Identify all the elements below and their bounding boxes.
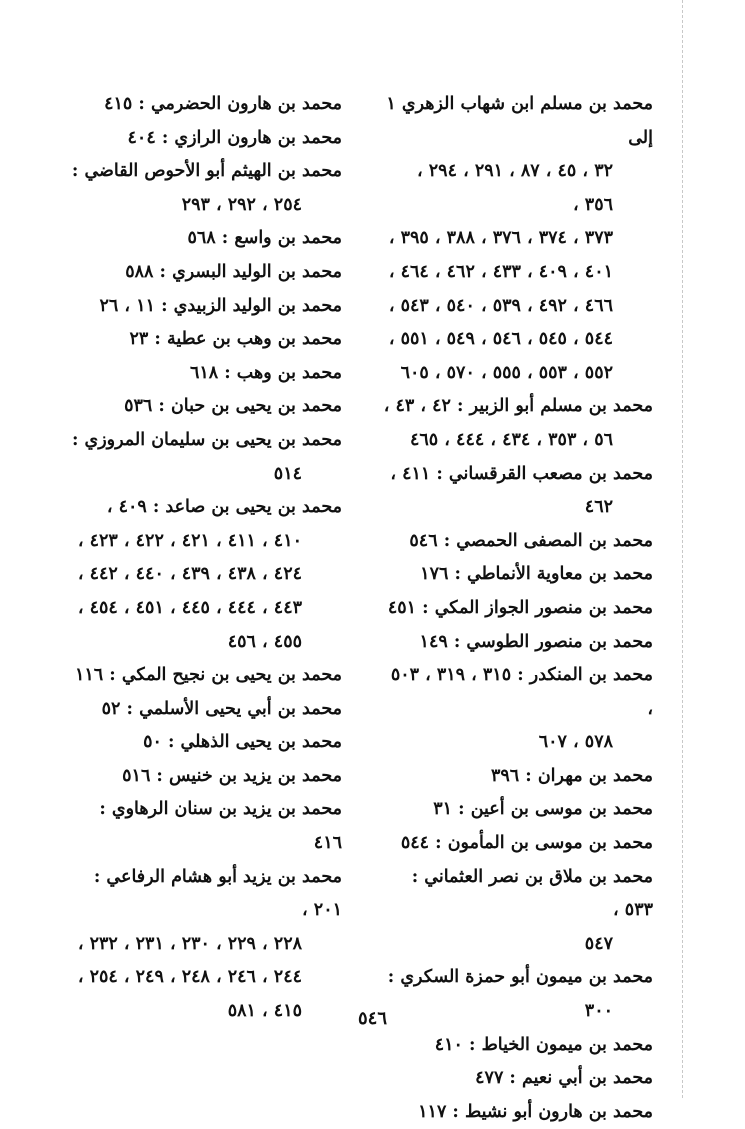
entry-name: محمد بن مسلم ابن شهاب الزهري ١ إلى <box>386 94 653 148</box>
entry-name: محمد بن المنكدر : ٣١٥ ، ٣١٩ ، ٥٠٣ ، <box>390 665 653 719</box>
index-entry <box>383 1029 653 1063</box>
entry-pages: ٢٥٤ ، ٢٩٢ ، ٢٩٣ <box>181 194 302 215</box>
index-entry <box>67 222 342 256</box>
index-entry <box>383 558 653 592</box>
entry-name: محمد بن ميمون أبو حمزة السكري : <box>387 967 653 988</box>
index-entry <box>383 458 653 525</box>
index-entry <box>67 323 342 357</box>
index-entry <box>383 525 653 559</box>
entry-name: محمد بن موسى بن المأمون : ٥٤٤ <box>400 833 653 854</box>
entry-pages: ٥٧٨ ، ٦٠٧ <box>538 732 613 753</box>
entry-name: محمد بن ميمون الخياط : ٤١٠ <box>434 1034 653 1055</box>
index-entry <box>67 122 342 156</box>
entry-name: محمد بن موسى بن أعين : ٣١ <box>433 799 653 820</box>
index-entry <box>383 1096 653 1129</box>
index-entry <box>67 491 342 659</box>
entry-name: محمد بن معاوية الأنماطي : ١٧٦ <box>420 564 653 585</box>
entry-name: محمد بن أبي نعيم : ٤٧٧ <box>475 1068 653 1089</box>
entry-name: محمد بن هارون الرازي : ٤٠٤ <box>127 127 342 148</box>
index-entry <box>67 357 342 391</box>
entry-pages: ٢٢٨ ، ٢٢٩ ، ٢٣٠ ، ٢٣١ ، ٢٣٢ ، <box>77 933 302 954</box>
entry-pages: ٤٦٢ <box>584 497 613 518</box>
entry-pages: ٤١٠ ، ٤١١ ، ٤٢١ ، ٤٢٢ ، ٤٢٣ ، <box>77 530 302 551</box>
index-entry <box>67 693 342 727</box>
index-entry <box>67 726 342 760</box>
entry-name: محمد بن مصعب القرقساني : ٤١١ ، <box>390 463 653 484</box>
entry-name: محمد بن وهب : ٦١٨ <box>189 362 342 383</box>
entry-pages: ٤٠١ ، ٤٠٩ ، ٤٣٣ ، ٤٦٢ ، ٤٦٤ ، <box>388 261 613 282</box>
entry-pages: ٤٤٣ ، ٤٤٤ ، ٤٤٥ ، ٤٥١ ، ٤٥٤ ، <box>77 597 302 618</box>
entry-pages: ٥٤٤ ، ٥٤٥ ، ٥٤٦ ، ٥٤٩ ، ٥٥١ ، <box>388 329 613 350</box>
entry-name: محمد بن الهيثم أبو الأحوص القاضي : <box>71 161 342 182</box>
entry-pages: ٣٠٠ <box>584 1001 613 1022</box>
index-entry <box>67 793 342 860</box>
entry-name: محمد بن منصور الجواز المكي : ٤٥١ <box>387 597 653 618</box>
index-entry <box>67 290 342 324</box>
entry-name: محمد بن هارون أبو نشيط : ١١٧ <box>418 1101 653 1122</box>
index-entry <box>383 827 653 861</box>
entry-name: محمد بن يحيى بن نجيح المكي : ١١٦ <box>74 665 342 686</box>
entry-pages: ٣٢ ، ٤٥ ، ٨٧ ، ٢٩١ ، ٢٩٤ ، ٣٥٦ ، <box>417 161 613 215</box>
index-entry <box>383 592 653 626</box>
index-column-left <box>67 88 342 1029</box>
entry-name: محمد بن يحيى بن حبان : ٥٣٦ <box>124 396 342 417</box>
entry-pages: ٢٤٤ ، ٢٤٦ ، ٢٤٨ ، ٢٤٩ ، ٢٥٤ ، <box>77 967 302 988</box>
index-entry <box>383 1062 653 1096</box>
index-entry <box>67 256 342 290</box>
index-entry <box>383 626 653 660</box>
entry-name: محمد بن هارون الحضرمي : ٤١٥ <box>104 94 342 114</box>
entry-name: محمد بن واسع : ٥٦٨ <box>187 228 342 249</box>
index-entry <box>67 659 342 693</box>
page-number: ٥٤٦ <box>357 1008 387 1029</box>
entry-name: محمد بن يزيد بن خنيس : ٥١٦ <box>122 765 342 786</box>
index-entry <box>383 659 653 760</box>
index-entry <box>67 390 342 424</box>
index-entry <box>383 861 653 962</box>
index-column-right <box>383 88 653 1129</box>
entry-pages: ٤١٥ ، ٥٨١ <box>227 1001 302 1022</box>
entry-pages: ٤٥٥ ، ٤٥٦ <box>227 631 302 652</box>
index-entry <box>383 390 653 457</box>
entry-name: محمد بن يزيد أبو هشام الرفاعي : ٢٠١ ، <box>93 866 342 921</box>
entry-name: محمد بن وهب بن عطية : ٢٣ <box>129 329 342 350</box>
scan-edge-line <box>682 0 684 1098</box>
index-entry <box>67 760 342 794</box>
entry-name: محمد بن ملاق بن نصر العثماني : ٥٣٣ ، <box>411 866 653 921</box>
entry-name: محمد بن أبي يحيى الأسلمي : ٥٢ <box>101 698 342 719</box>
entry-pages: ٥١٤ <box>273 463 302 484</box>
entry-name: محمد بن منصور الطوسي : ١٤٩ <box>419 631 653 652</box>
entry-pages: ٥٤٧ <box>584 933 613 954</box>
entry-pages: ٤٢٤ ، ٤٣٨ ، ٤٣٩ ، ٤٤٠ ، ٤٤٢ ، <box>77 564 302 585</box>
index-entry <box>383 793 653 827</box>
entry-name: محمد بن يزيد بن سنان الرهاوي : ٤١٦ <box>99 799 342 854</box>
index-entry <box>67 861 342 1029</box>
entry-pages: ٤٦٦ ، ٤٩٢ ، ٥٣٩ ، ٥٤٠ ، ٥٤٣ ، <box>388 295 613 316</box>
entry-name: محمد بن الوليد الزبيدي : ١١ ، ٢٦ <box>99 295 342 316</box>
entry-name: محمد بن مهران : ٣٩٦ <box>490 765 653 786</box>
index-entry <box>67 88 342 122</box>
index-entry <box>67 424 342 491</box>
entry-name: محمد بن يحيى الذهلي : ٥٠ <box>143 732 342 753</box>
index-entry <box>67 155 342 222</box>
index-entry <box>383 88 653 390</box>
entry-name: محمد بن يحيى بن سليمان المروزي : <box>71 429 342 450</box>
entry-name: محمد بن يحيى بن صاعد : ٤٠٩ ، <box>106 497 342 518</box>
entry-pages: ٥٦ ، ٣٥٣ ، ٤٣٤ ، ٤٤٤ ، ٤٦٥ <box>410 429 613 450</box>
entry-name: محمد بن الوليد البسري : ٥٨٨ <box>125 261 342 282</box>
entry-name: محمد بن مسلم أبو الزبير : ٤٢ ، ٤٣ ، <box>383 396 653 417</box>
index-entry <box>383 760 653 794</box>
entry-pages: ٥٥٢ ، ٥٥٣ ، ٥٥٥ ، ٥٧٠ ، ٦٠٥ <box>400 362 613 383</box>
entry-name: محمد بن المصفى الحمصي : ٥٤٦ <box>409 530 653 551</box>
entry-pages: ٣٧٣ ، ٣٧٤ ، ٣٧٦ ، ٣٨٨ ، ٣٩٥ ، <box>388 228 613 249</box>
